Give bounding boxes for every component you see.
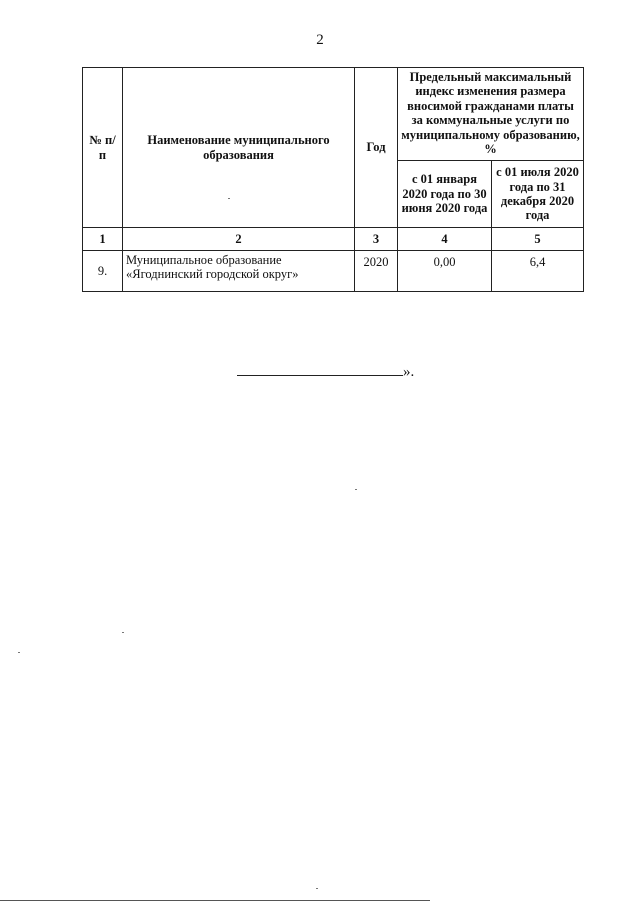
closing-quote: ».	[403, 364, 415, 380]
column-number: 3	[355, 228, 398, 251]
column-number-row	[83, 228, 584, 251]
row-period-1-value: 0,00	[398, 251, 492, 292]
row-name: Муниципальное образование «Ягоднинский городской округ»	[123, 251, 355, 292]
header-period-1: с 01 января 2020 года по 30 июня 2020 года	[398, 161, 492, 228]
table-row	[83, 251, 584, 292]
column-number: 2	[123, 228, 355, 251]
column-number: 1	[83, 228, 123, 251]
scan-speck	[122, 632, 124, 633]
scan-speck	[355, 489, 357, 490]
column-number: 5	[492, 228, 584, 251]
header-name: Наименование муниципального образования	[123, 68, 355, 228]
header-index-group: Предельный максимальный индекс изменения размера вносимой гражданами платы за коммунальные услуги по муниципальному образованию, %	[398, 68, 584, 161]
closing-line	[237, 361, 414, 381]
row-year: 2020	[355, 251, 398, 292]
scan-speck	[228, 198, 230, 199]
tariff-index-table	[82, 67, 584, 292]
signature-underline	[237, 361, 403, 376]
header-year: Год	[355, 68, 398, 228]
header-period-2: с 01 июля 2020 года по 31 декабря 2020 года	[492, 161, 584, 228]
scan-edge-line	[0, 900, 430, 901]
row-period-2-value: 6,4	[492, 251, 584, 292]
column-number: 4	[398, 228, 492, 251]
scan-speck	[18, 652, 20, 653]
page-number: 2	[316, 32, 324, 48]
header-num: № п/п	[83, 68, 123, 228]
row-num: 9.	[83, 251, 123, 292]
header-row-top	[83, 68, 584, 161]
scan-speck	[316, 888, 318, 889]
